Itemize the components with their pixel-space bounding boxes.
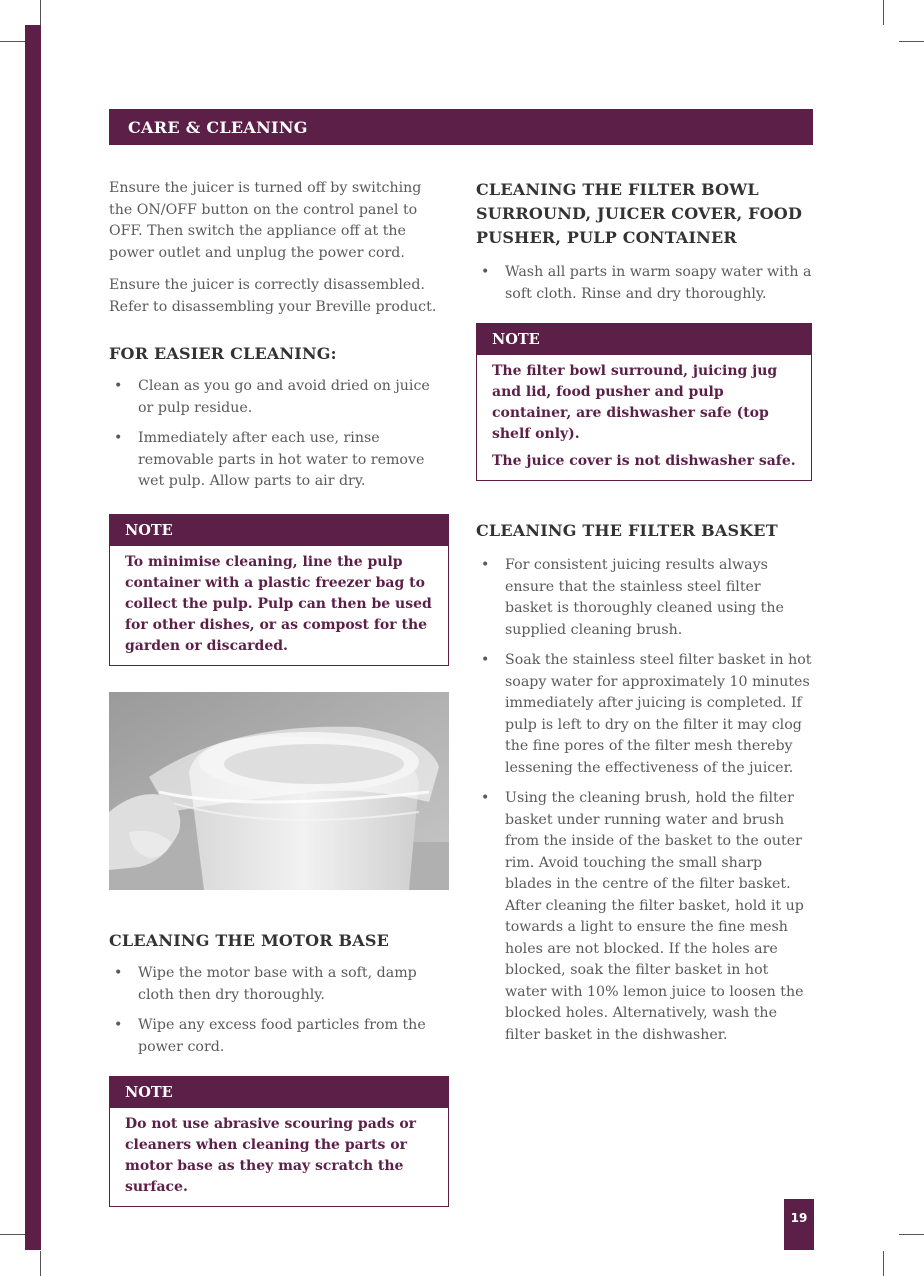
crop-mark <box>883 1251 884 1276</box>
list-item: • Using the cleaning brush, hold the filter basket under running water and brush from the inside of the basket to the outer rim. Avoid touching the small sharp blades in the centre of the filter basket. After cleaning the filter basket, hold it up towards a light to ensure the fine mesh holes are not blocked. If the holes are blocked, soak the filter basket in hot water with 10% lemon juice to loosen the blocked holes. Alternatively, wash the filter basket in the dishwasher. <box>481 790 804 1043</box>
note-box <box>109 1076 449 1207</box>
intro-paragraph: Ensure the juicer is turned off by switching the ON/OFF button on the control panel to OFF. Then switch the appliance off at the power outlet and unplug the power cord. <box>109 180 422 261</box>
section-banner <box>109 109 813 145</box>
bullet: • <box>481 790 490 806</box>
note-text: The filter bowl surround, juicing jug and lid, food pusher and pulp container, are dishwasher safe (top shelf only). <box>492 363 778 442</box>
left-column-lower <box>109 929 449 1207</box>
intro-paragraph: Ensure the juicer is correctly disassembled. Refer to disassembling your Breville product. <box>109 277 437 315</box>
bullet: • <box>114 378 123 394</box>
filter-bowl-list <box>476 262 812 305</box>
note-text: To minimise cleaning, line the pulp container with a plastic freezer bag to collect the pulp. Pulp can then be used for other dishes, or as compost for the garden or discarded. <box>125 553 432 654</box>
easier-cleaning-heading: FOR EASIER CLEANING: <box>109 344 337 363</box>
list-item: • Wipe the motor base with a soft, damp cloth then dry thoroughly. <box>114 965 417 1003</box>
filter-basket-heading: CLEANING THE FILTER BASKET <box>476 521 778 540</box>
note-label: NOTE <box>110 515 448 546</box>
crop-mark <box>40 0 41 25</box>
photo-illustration <box>109 692 449 890</box>
crop-mark <box>40 1251 41 1276</box>
filter-basket-list <box>476 555 812 1046</box>
pulp-container-bag-photo <box>109 692 449 890</box>
motor-base-list <box>109 963 449 1058</box>
note-label: NOTE <box>477 324 811 355</box>
list-item: • For consistent juicing results always ensure that the stainless steel filter basket is thoroughly cleaned using the supplied cleaning brush. <box>481 557 784 638</box>
note-label: NOTE <box>110 1077 448 1108</box>
list-item: • Wipe any excess food particles from the power cord. <box>114 1017 426 1055</box>
note-box <box>109 514 449 666</box>
easier-cleaning-list <box>109 376 449 493</box>
bullet: • <box>481 264 490 280</box>
crop-mark <box>899 1234 924 1235</box>
filter-bowl-heading: CLEANING THE FILTER BOWL SURROUND, JUICER COVER, FOOD PUSHER, PULP CONTAINER <box>476 180 803 247</box>
crop-mark <box>0 41 25 42</box>
list-item: • Clean as you go and avoid dried on juice or pulp residue. <box>114 378 430 416</box>
note-body <box>477 355 811 480</box>
list-item: • Wash all parts in warm soapy water with a soft cloth. Rinse and dry thoroughly. <box>481 264 812 302</box>
page-side-bar <box>25 25 41 1250</box>
list-item: • Soak the stainless steel filter basket in hot soapy water for approximately 10 minutes immediately after juicing is completed. If pulp is left to dry on the filter it may clog the fine pores of the filter mesh thereby lessening the effectiveness of the juicer. <box>481 652 812 776</box>
bullet: • <box>114 965 123 981</box>
left-column <box>109 178 449 666</box>
note-text: The juice cover is not dishwasher safe. <box>492 453 796 469</box>
bullet: • <box>114 430 123 446</box>
crop-mark <box>0 1234 25 1235</box>
crop-mark <box>883 0 884 25</box>
right-column <box>476 178 812 1055</box>
note-text: Do not use abrasive scouring pads or cleaners when cleaning the parts or motor base as they may scratch the surface. <box>125 1116 417 1195</box>
bullet: • <box>114 1017 123 1033</box>
note-box <box>476 323 812 481</box>
section-title: CARE & CLEANING <box>128 118 308 137</box>
bullet: • <box>481 557 490 573</box>
bullet: • <box>481 652 490 668</box>
list-item: • Immediately after each use, rinse removable parts in hot water to remove wet pulp. Allow parts to air dry. <box>114 430 425 489</box>
page-number: 19 <box>784 1199 814 1250</box>
motor-base-heading: CLEANING THE MOTOR BASE <box>109 931 389 950</box>
crop-mark <box>899 41 924 42</box>
